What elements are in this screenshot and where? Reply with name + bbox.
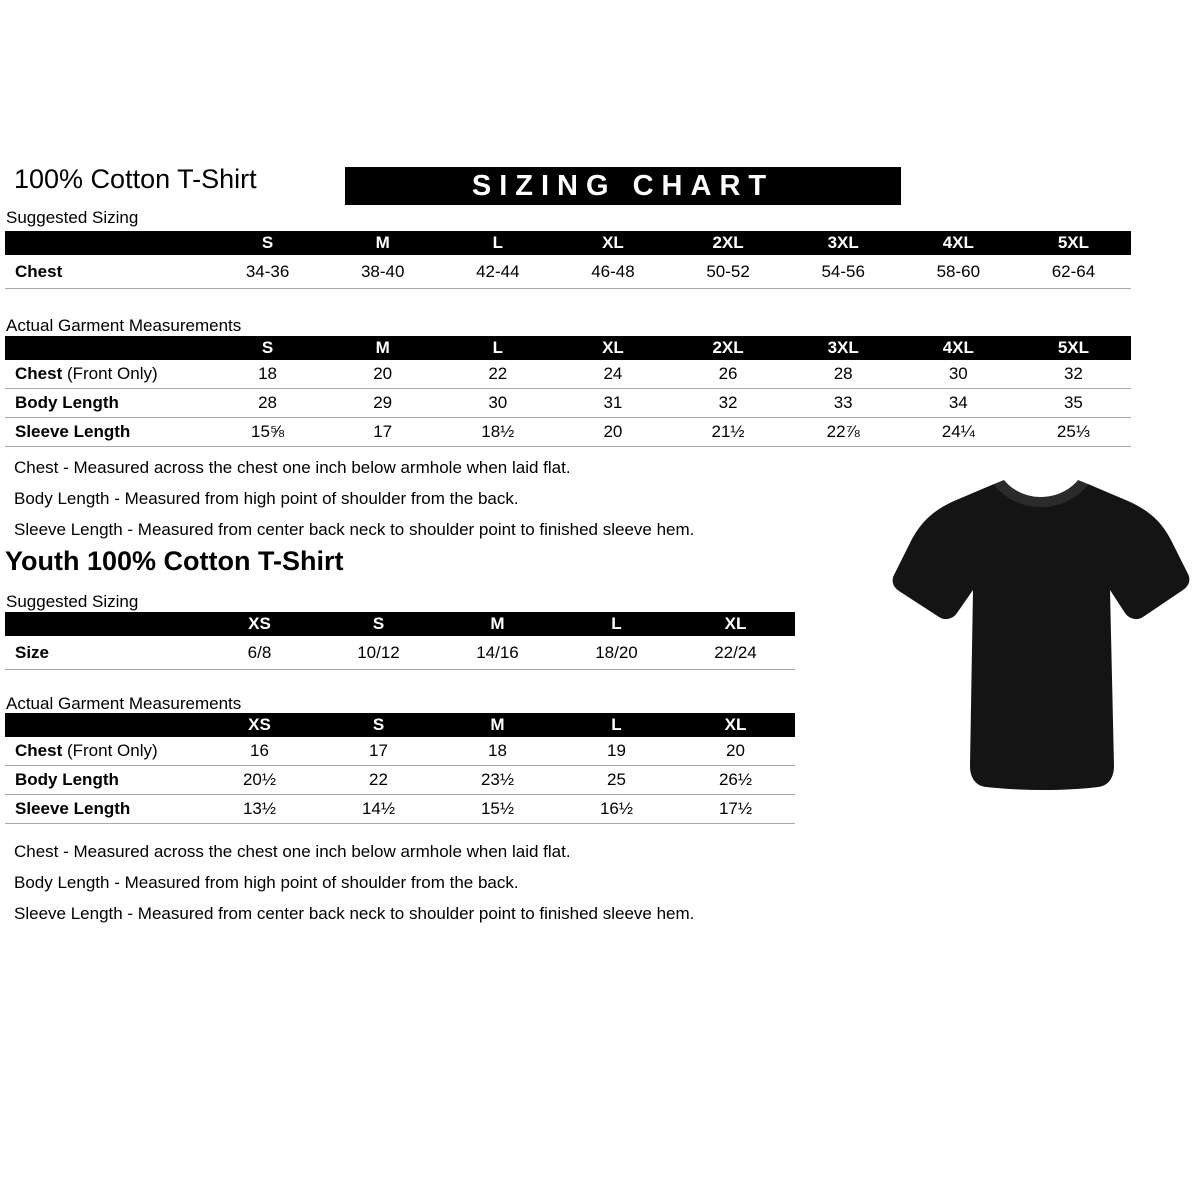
size-value-cell: 24¼ — [901, 418, 1016, 447]
sizing-chart-banner: SIZING CHART — [345, 167, 901, 205]
size-value-cell: 58-60 — [901, 255, 1016, 289]
row-label-cell: Size — [5, 636, 200, 670]
size-value-cell: 16 — [200, 737, 319, 766]
size-header-cell: S — [319, 713, 438, 737]
empty-header-cell — [5, 713, 200, 737]
size-value-cell: 42-44 — [440, 255, 555, 289]
adult-measurement-notes — [14, 458, 694, 551]
size-value-cell: 21½ — [671, 418, 786, 447]
row-label-cell: Body Length — [5, 389, 210, 418]
size-value-cell: 15⅝ — [210, 418, 325, 447]
size-header-cell: S — [210, 231, 325, 255]
size-value-cell: 32 — [1016, 360, 1131, 389]
row-label-cell: Chest (Front Only) — [5, 737, 200, 766]
size-value-cell: 32 — [671, 389, 786, 418]
size-value-cell: 38-40 — [325, 255, 440, 289]
adult-section-title: 100% Cotton T-Shirt — [14, 164, 257, 194]
table-header-row — [5, 612, 795, 636]
size-header-cell: M — [325, 231, 440, 255]
size-header-cell: 2XL — [671, 336, 786, 360]
size-value-cell: 17½ — [676, 795, 795, 824]
measurement-note-sleeve-length: Sleeve Length - Measured from center back neck to shoulder point to finished sleeve hem. — [14, 904, 695, 923]
table-header-row — [5, 231, 1131, 255]
size-value-cell: 26 — [671, 360, 786, 389]
size-value-cell: 22 — [440, 360, 555, 389]
measurement-note-chest: Chest - Measured across the chest one inch below armhole when laid flat. — [14, 842, 571, 861]
size-header-cell: 5XL — [1016, 231, 1131, 255]
measurement-note-body-length: Body Length - Measured from high point of shoulder from the back. — [14, 489, 519, 508]
size-value-cell: 33 — [786, 389, 901, 418]
size-value-cell: 23½ — [438, 766, 557, 795]
size-value-cell: 18 — [438, 737, 557, 766]
size-value-cell: 6/8 — [200, 636, 319, 670]
youth-section-title: Youth 100% Cotton T-Shirt — [5, 546, 344, 576]
adult-garment-measurements-heading: Actual Garment Measurements — [6, 316, 242, 335]
size-header-cell: 4XL — [901, 231, 1016, 255]
size-value-cell: 24 — [555, 360, 670, 389]
table-header-row — [5, 336, 1131, 360]
size-value-cell: 30 — [440, 389, 555, 418]
size-value-cell: 17 — [325, 418, 440, 447]
tshirt-silhouette-icon — [890, 470, 1192, 820]
size-header-cell: XL — [676, 612, 795, 636]
size-value-cell: 19 — [557, 737, 676, 766]
table-header-row — [5, 713, 795, 737]
size-value-cell: 30 — [901, 360, 1016, 389]
size-value-cell: 20 — [676, 737, 795, 766]
size-value-cell: 35 — [1016, 389, 1131, 418]
adult-suggested-sizing-heading: Suggested Sizing — [6, 208, 139, 227]
size-header-cell: 3XL — [786, 231, 901, 255]
size-value-cell: 62-64 — [1016, 255, 1131, 289]
size-value-cell: 34-36 — [210, 255, 325, 289]
size-value-cell: 16½ — [557, 795, 676, 824]
size-value-cell: 17 — [319, 737, 438, 766]
row-label-cell: Chest — [5, 255, 210, 289]
size-value-cell: 31 — [555, 389, 670, 418]
row-label-cell: Sleeve Length — [5, 418, 210, 447]
size-header-cell: L — [557, 713, 676, 737]
size-value-cell: 29 — [325, 389, 440, 418]
size-value-cell: 20 — [325, 360, 440, 389]
size-header-cell: M — [438, 713, 557, 737]
table-row-size — [5, 636, 795, 670]
size-header-cell: XL — [555, 336, 670, 360]
size-header-cell: XL — [555, 231, 670, 255]
size-value-cell: 20½ — [200, 766, 319, 795]
size-value-cell: 15½ — [438, 795, 557, 824]
table-row-chest — [5, 360, 1131, 389]
size-header-cell: M — [325, 336, 440, 360]
row-label-cell: Body Length — [5, 766, 200, 795]
size-header-cell: S — [319, 612, 438, 636]
size-value-cell: 14/16 — [438, 636, 557, 670]
empty-header-cell — [5, 336, 210, 360]
size-value-cell: 28 — [210, 389, 325, 418]
empty-header-cell — [5, 231, 210, 255]
size-header-cell: M — [438, 612, 557, 636]
size-value-cell: 25 — [557, 766, 676, 795]
size-value-cell: 10/12 — [319, 636, 438, 670]
size-value-cell: 18/20 — [557, 636, 676, 670]
size-header-cell: 4XL — [901, 336, 1016, 360]
measurement-note-sleeve-length: Sleeve Length - Measured from center back neck to shoulder point to finished sleeve hem. — [14, 520, 695, 539]
table-row-sleeve-length — [5, 418, 1131, 447]
size-value-cell: 54-56 — [786, 255, 901, 289]
size-header-cell: XL — [676, 713, 795, 737]
size-value-cell: 34 — [901, 389, 1016, 418]
size-header-cell: L — [440, 231, 555, 255]
size-value-cell: 26½ — [676, 766, 795, 795]
measurement-note-body-length: Body Length - Measured from high point of shoulder from the back. — [14, 873, 519, 892]
size-header-cell: XS — [200, 612, 319, 636]
size-value-cell: 25⅓ — [1016, 418, 1131, 447]
size-value-cell: 22 — [319, 766, 438, 795]
table-row-chest — [5, 737, 795, 766]
black-tshirt-image — [890, 470, 1192, 820]
adult-garment-measurements-table — [5, 336, 1131, 447]
size-value-cell: 13½ — [200, 795, 319, 824]
size-header-cell: XS — [200, 713, 319, 737]
table-row-sleeve-length — [5, 795, 795, 824]
adult-suggested-sizing-table — [5, 231, 1131, 289]
size-value-cell: 18 — [210, 360, 325, 389]
youth-suggested-sizing-heading: Suggested Sizing — [6, 592, 139, 611]
size-header-cell: 2XL — [671, 231, 786, 255]
size-header-cell: L — [557, 612, 676, 636]
size-header-cell: L — [440, 336, 555, 360]
youth-garment-measurements-heading: Actual Garment Measurements — [6, 694, 242, 713]
table-row-body-length — [5, 766, 795, 795]
youth-garment-measurements-table — [5, 713, 795, 824]
size-value-cell: 20 — [555, 418, 670, 447]
size-value-cell: 14½ — [319, 795, 438, 824]
empty-header-cell — [5, 612, 200, 636]
size-header-cell: S — [210, 336, 325, 360]
row-label-cell: Sleeve Length — [5, 795, 200, 824]
table-row-chest — [5, 255, 1131, 289]
size-value-cell: 28 — [786, 360, 901, 389]
youth-suggested-sizing-table — [5, 612, 795, 670]
youth-measurement-notes — [14, 842, 694, 935]
size-value-cell: 18½ — [440, 418, 555, 447]
size-value-cell: 46-48 — [555, 255, 670, 289]
measurement-note-chest: Chest - Measured across the chest one inch below armhole when laid flat. — [14, 458, 571, 477]
size-value-cell: 22/24 — [676, 636, 795, 670]
size-value-cell: 22⅞ — [786, 418, 901, 447]
size-value-cell: 50-52 — [671, 255, 786, 289]
size-header-cell: 3XL — [786, 336, 901, 360]
table-row-body-length — [5, 389, 1131, 418]
size-header-cell: 5XL — [1016, 336, 1131, 360]
row-label-cell: Chest (Front Only) — [5, 360, 210, 389]
